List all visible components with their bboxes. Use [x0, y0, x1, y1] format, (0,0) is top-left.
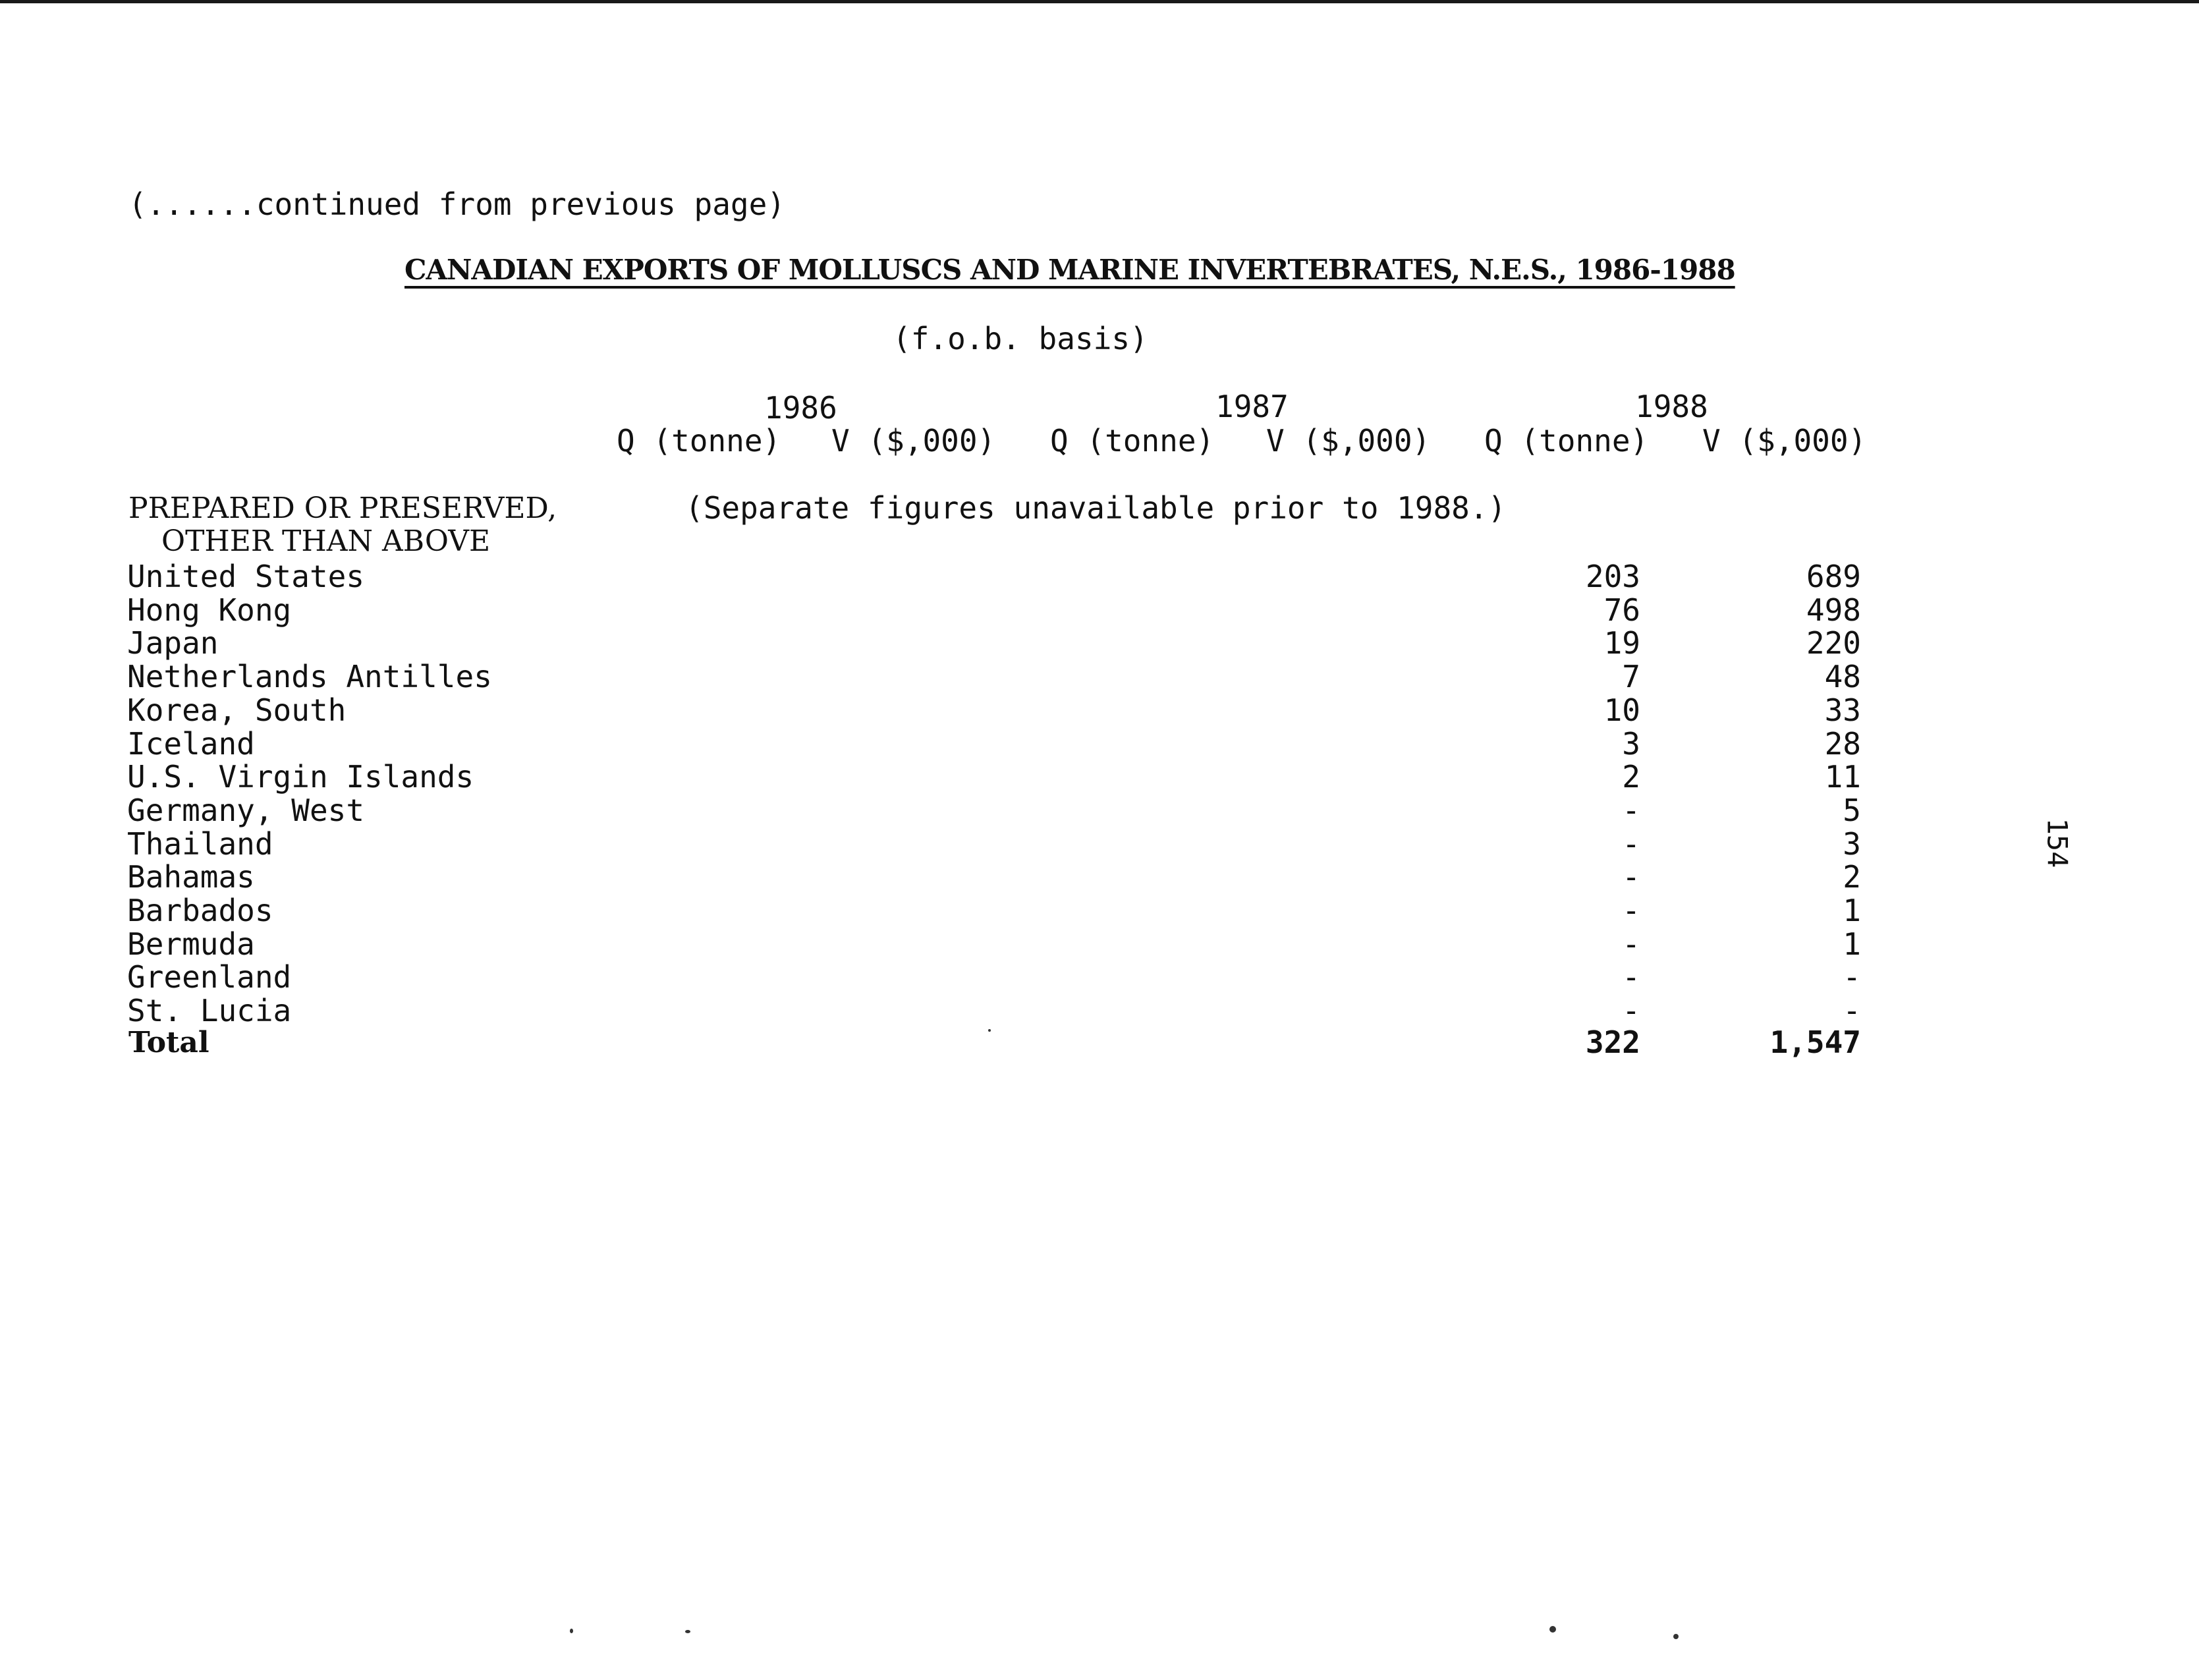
col-header-q-1987: Q (tonne) — [1050, 423, 1215, 459]
row-country: Netherlands Antilles — [127, 659, 492, 694]
scan-speck — [685, 1630, 690, 1633]
col-header-q-1988: Q (tonne) — [1484, 423, 1649, 459]
row-country: United States — [127, 559, 365, 594]
scan-speck — [570, 1629, 573, 1633]
section-label-line2: OTHER THAN ABOVE — [161, 524, 491, 558]
row-v-1988: 1 — [1843, 893, 1861, 928]
top-border-line — [0, 0, 2199, 3]
row-country: Hong Kong — [127, 592, 292, 628]
row-v-1988: 689 — [1806, 559, 1861, 594]
row-q-1988: 19 — [1603, 625, 1640, 661]
row-v-1988: - — [1843, 959, 1861, 995]
col-header-q-1986: Q (tonne) — [617, 423, 781, 459]
row-country: Greenland — [127, 959, 292, 995]
row-q-1988: 76 — [1603, 592, 1640, 628]
continued-note: (......continued from previous page) — [128, 186, 785, 222]
row-v-1988: 2 — [1843, 859, 1861, 895]
row-country: U.S. Virgin Islands — [127, 759, 474, 795]
row-q-1988: 203 — [1585, 559, 1640, 594]
scan-speck — [988, 1029, 991, 1032]
row-v-1988: 28 — [1824, 726, 1861, 762]
row-country: Japan — [127, 625, 219, 661]
row-country: Barbados — [127, 893, 273, 928]
year-header-1988: 1988 — [1635, 389, 1708, 424]
col-header-v-1987: V ($,000) — [1266, 423, 1431, 459]
row-q-1988: - — [1622, 993, 1640, 1028]
row-q-1988: 2 — [1622, 759, 1640, 795]
row-q-1988: - — [1622, 826, 1640, 862]
row-q-1988: 3 — [1622, 726, 1640, 762]
scan-speck — [1673, 1634, 1679, 1639]
total-v-1988: 1,547 — [1769, 1024, 1861, 1060]
row-v-1988: 220 — [1806, 625, 1861, 661]
row-v-1988: 3 — [1843, 826, 1861, 862]
row-q-1988: - — [1622, 926, 1640, 962]
row-country: Iceland — [127, 726, 255, 762]
row-v-1988: 11 — [1824, 759, 1861, 795]
year-header-1987: 1987 — [1215, 389, 1289, 424]
section-note: (Separate figures unavailable prior to 1988.) — [685, 490, 1507, 526]
row-v-1988: 5 — [1843, 793, 1861, 828]
row-country: Korea, South — [127, 692, 347, 728]
year-header-1986: 1986 — [764, 390, 837, 426]
col-header-v-1986: V ($,000) — [831, 423, 996, 459]
row-q-1988: 10 — [1603, 692, 1640, 728]
subtitle: (f.o.b. basis) — [893, 321, 1148, 356]
row-country: Bahamas — [127, 859, 255, 895]
row-country: Germany, West — [127, 793, 365, 828]
row-country: St. Lucia — [127, 993, 292, 1028]
total-q-1988: 322 — [1585, 1024, 1640, 1060]
row-q-1988: - — [1622, 793, 1640, 828]
page-number: 154 — [2041, 818, 2074, 868]
row-country: Thailand — [127, 826, 273, 862]
row-q-1988: - — [1622, 859, 1640, 895]
row-q-1988: - — [1622, 893, 1640, 928]
row-country: Bermuda — [127, 926, 255, 962]
page-title: CANADIAN EXPORTS OF MOLLUSCS AND MARINE INVERTEBRATES, N.E.S., 1986-1988 — [404, 254, 1735, 286]
col-header-v-1988: V ($,000) — [1702, 423, 1867, 459]
scan-speck — [1549, 1626, 1556, 1633]
row-q-1988: 7 — [1622, 659, 1640, 694]
row-v-1988: 498 — [1806, 592, 1861, 628]
total-label: Total — [128, 1026, 209, 1059]
row-v-1988: 33 — [1824, 692, 1861, 728]
row-v-1988: - — [1843, 993, 1861, 1028]
row-q-1988: - — [1622, 959, 1640, 995]
row-v-1988: 48 — [1824, 659, 1861, 694]
section-label-line1: PREPARED OR PRESERVED, — [128, 491, 557, 525]
row-v-1988: 1 — [1843, 926, 1861, 962]
